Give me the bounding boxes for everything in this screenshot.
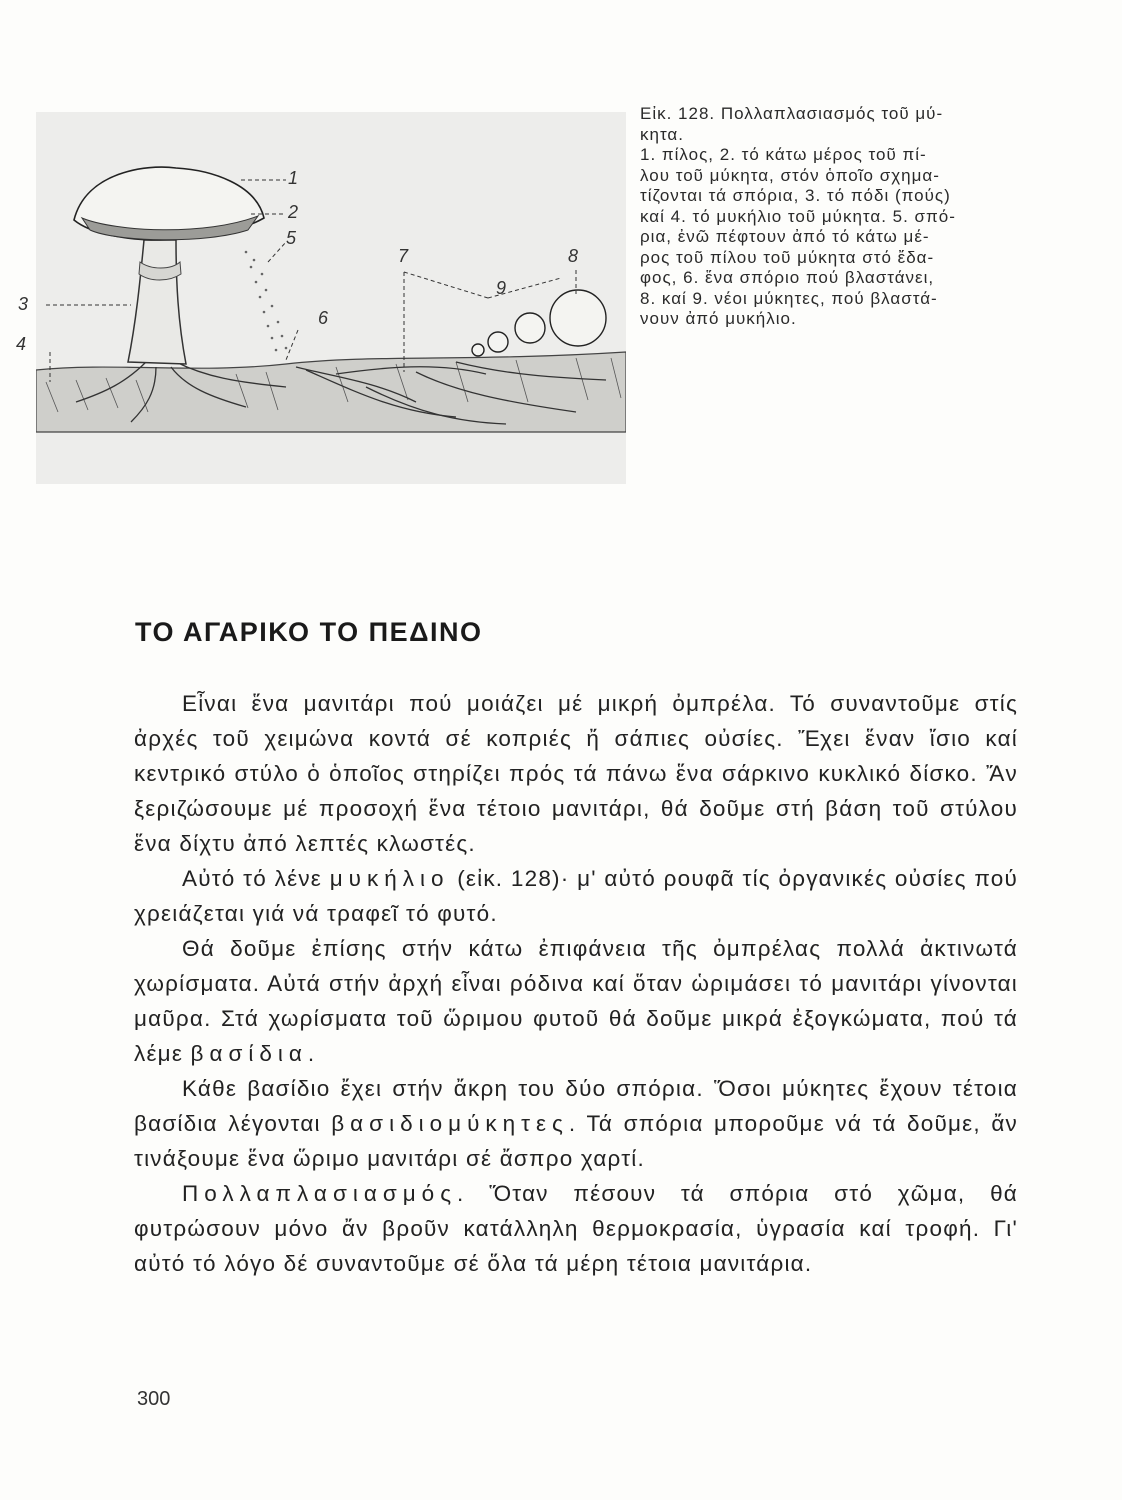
paragraph-5 <box>134 1176 1018 1281</box>
caption-line: καί 4. τό μυκήλιο τοῦ μύκητα. 5. σπό- <box>640 206 956 226</box>
paragraph-3 <box>134 931 1018 1071</box>
caption-line: 1. πίλος, 2. τό κάτω μέρος τοῦ πί- <box>640 145 927 164</box>
figure-label-2: 2 <box>288 202 299 222</box>
figure-label-1: 1 <box>288 168 299 188</box>
paragraph-4 <box>134 1071 1018 1176</box>
figure-label-3: 3 <box>18 294 29 314</box>
text-run: . Τά σπόρια μποροῦμε νά τά δοῦμε, ἄν τινάξουμε ἕνα ὥριμο μανιτάρι σέ ἄσπρο χαρτί. <box>134 1111 1018 1171</box>
paragraph-1: Εἶναι ἕνα μανιτάρι πού μοιάζει μέ μικρή ὀμπρέλα. Τό συναντοῦμε στίς ἀρχές τοῦ χειμώνα κοντά σέ κοπριές ἤ σάπιες οὐσίες. Ἔχει ἕναν ἴσιο καί κεντρικό στύλο ὁ ὁποῖος στηρίζει πρός τά πάνω ἕνα σάρκινο κυκλικό δίσκο. Ἄν ξεριζώσουμε μέ προσοχή ἕνα τέτοιο μανιτάρι, θά δοῦμε στή βάση τοῦ στύλου ἕνα δίχτυ ἀπό λεπτές κλωστές. <box>134 691 1018 856</box>
figure-128-mushroom-illustration <box>16 112 626 484</box>
caption-line: λου τοῦ μύκητα, στόν ὁποῖο σχημα- <box>640 165 940 185</box>
young-mushrooms <box>472 290 606 356</box>
figure-label-5: 5 <box>286 228 297 248</box>
term-reproduction: Πολλαπλασιασμός <box>182 1181 458 1206</box>
figure-caption <box>640 104 1020 330</box>
text-run: . <box>307 1041 316 1066</box>
figure-label-6: 6 <box>318 308 329 328</box>
text-run: Θά δοῦμε ἐπίσης στήν κάτω ἐπιφάνεια τῆς ὀμπρέλας πολλά ἀκτινωτά χωρίσματα. Αὐτά στήν ἀρχή εἶναι ρόδινα καί ὅταν ὡριμάσει τό μανιτάρι γίνονται μαῦρα. Στά χωρίσματα τοῦ ὥριμου φυτοῦ θά δοῦμε μικρά ἐξογκώματα, πού τά λέμε <box>134 936 1018 1066</box>
caption-line: νουν ἀπό μυκήλιο. <box>640 309 797 328</box>
figure-label-8: 8 <box>568 246 579 266</box>
text-run: . Ὅταν πέσουν τά σπόρια στό χῶμα, θά φυτρώσουν μόνο ἄν βροῦν κατάλληλη θερμοκρασία, ὑγρασία καί τροφή. Γι' αὐτό τό λόγο δέ συναντοῦμε σέ ὅλα τά μέρη τέτοια μανιτάρια. <box>134 1181 1018 1276</box>
term-basidiomycetes: βασιδιομύκητες <box>331 1111 569 1136</box>
page-number: 300 <box>137 1388 171 1410</box>
caption-line: ρος τοῦ πίλου τοῦ μύκητα στό ἔδα- <box>640 247 935 267</box>
caption-line: φος, 6. ἕνα σπόριο πού βλαστάνει, <box>640 268 935 287</box>
mushroom-stem <box>128 240 186 364</box>
caption-line: ρια, ἐνῶ πέφτουν ἀπό τό κάτω μέ- <box>640 227 930 246</box>
body-text <box>134 686 1018 1281</box>
caption-line: Εἰκ. 128. Πολλαπλασιασμός τοῦ μύ- <box>640 104 944 123</box>
text-run: (εἰκ. 128)· μ' αὐτό ρουφᾶ τίς ὀργανικές οὐσίες πού χρειάζεται γιά νά τραφεῖ τό φυτό. <box>134 866 1019 926</box>
text-run: Κάθε βασίδιο ἔχει στήν ἄκρη του δύο σπόρια. Ὅσοι μύκητες ἔχουν τέτοια βασίδια λέγονται <box>134 1076 1018 1136</box>
figure-label-9: 9 <box>496 278 507 298</box>
figure-label-4: 4 <box>16 334 27 354</box>
term-mycelium: μυκήλιο <box>329 866 450 891</box>
falling-spores <box>245 251 288 352</box>
text-run: Αὐτό τό λένε <box>182 866 323 891</box>
caption-line: 8. καί 9. νέοι μύκητες, πού βλαστά- <box>640 288 938 308</box>
mushroom-drawing <box>36 112 626 484</box>
caption-line: τίζονται τά σπόρια, 3. τό πόδι (πούς) <box>640 186 951 205</box>
soil-surface <box>36 352 626 432</box>
caption-line: κητα. <box>640 124 684 144</box>
paragraph-2 <box>134 861 1018 931</box>
term-basidia: βασίδια <box>190 1041 308 1066</box>
section-heading: ΤΟ ΑΓΑΡΙΚΟ ΤΟ ΠΕΔΙΝΟ <box>135 617 483 647</box>
figure-label-7: 7 <box>398 246 409 266</box>
